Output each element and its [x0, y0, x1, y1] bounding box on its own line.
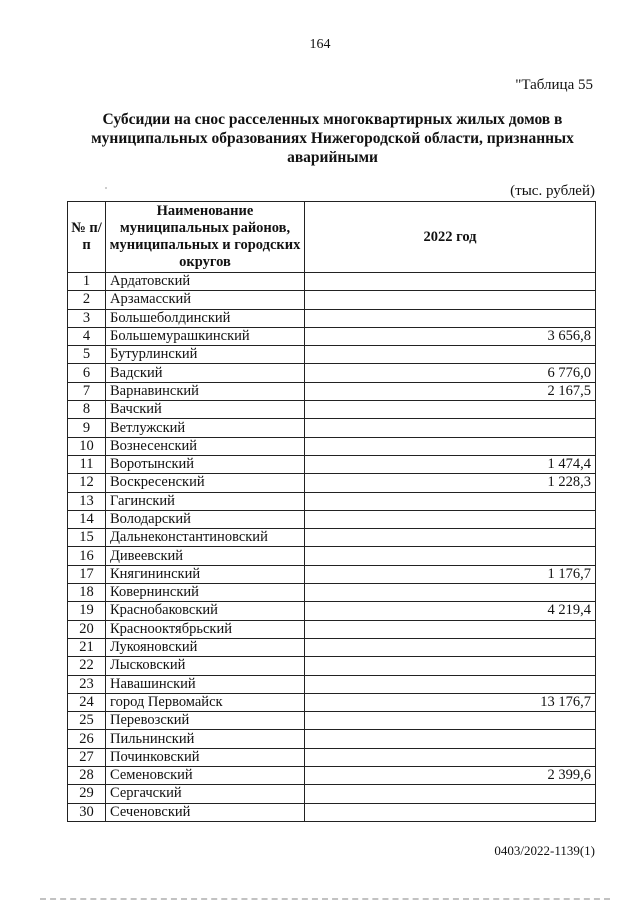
table-row: [68, 419, 596, 437]
row-value: [305, 437, 596, 455]
row-name: Семеновский: [106, 767, 305, 785]
row-value: [305, 657, 596, 675]
row-value: [305, 785, 596, 803]
scan-speck: [105, 187, 107, 189]
row-number: 17: [68, 565, 106, 583]
table-row: [68, 675, 596, 693]
row-value: [305, 803, 596, 821]
row-name: Дивеевский: [106, 547, 305, 565]
row-name: Большеболдинский: [106, 309, 305, 327]
table-header-row: [68, 202, 596, 273]
row-name: Воскресенский: [106, 474, 305, 492]
table-row: [68, 510, 596, 528]
row-number: 13: [68, 492, 106, 510]
subsidies-table: [67, 201, 596, 822]
row-value: [305, 675, 596, 693]
header-name: Наименование муниципальных районов, муниципальных и городских округов: [106, 202, 305, 273]
row-value: [305, 620, 596, 638]
row-value: 2 399,6: [305, 767, 596, 785]
row-name: Навашинский: [106, 675, 305, 693]
row-number: 20: [68, 620, 106, 638]
row-value: 1 176,7: [305, 565, 596, 583]
row-number: 4: [68, 327, 106, 345]
table-row: [68, 273, 596, 291]
table-row: [68, 565, 596, 583]
table-row: [68, 785, 596, 803]
row-number: 10: [68, 437, 106, 455]
table-body: [68, 273, 596, 822]
table-row: [68, 584, 596, 602]
row-value: [305, 419, 596, 437]
row-number: 2: [68, 291, 106, 309]
row-number: 22: [68, 657, 106, 675]
row-number: 19: [68, 602, 106, 620]
row-value: [305, 584, 596, 602]
row-number: 6: [68, 364, 106, 382]
row-name: Краснобаковский: [106, 602, 305, 620]
row-value: 4 219,4: [305, 602, 596, 620]
document-code: 0403/2022-1139(1): [494, 843, 595, 858]
table-row: [68, 382, 596, 400]
row-value: [305, 529, 596, 547]
row-name: Починковский: [106, 748, 305, 766]
units-label: (тыс. рублей): [510, 183, 595, 199]
table-row: [68, 712, 596, 730]
row-name: Пильнинский: [106, 730, 305, 748]
row-number: 7: [68, 382, 106, 400]
row-number: 27: [68, 748, 106, 766]
table-row: [68, 309, 596, 327]
row-name: Сергачский: [106, 785, 305, 803]
table-label: "Таблица 55: [515, 77, 593, 93]
row-name: Княгининский: [106, 565, 305, 583]
row-name: Воротынский: [106, 455, 305, 473]
table-row: [68, 767, 596, 785]
table-row: [68, 803, 596, 821]
row-name: Лукояновский: [106, 638, 305, 656]
row-name: город Первомайск: [106, 693, 305, 711]
table-row: [68, 602, 596, 620]
header-number: № п/п: [68, 202, 106, 273]
document-title: Субсидии на снос расселенных многоквартирных жилых домов в муниципальных образованиях Нижегородской области, признанных аварийными: [91, 111, 574, 166]
row-name: Вадский: [106, 364, 305, 382]
row-number: 9: [68, 419, 106, 437]
table-row: [68, 748, 596, 766]
row-name: Гагинский: [106, 492, 305, 510]
row-number: 15: [68, 529, 106, 547]
table-row: [68, 638, 596, 656]
table-row: [68, 401, 596, 419]
row-value: [305, 547, 596, 565]
row-number: 30: [68, 803, 106, 821]
header-year: 2022 год: [305, 202, 596, 273]
row-value: [305, 748, 596, 766]
table-row: [68, 693, 596, 711]
table-row: [68, 346, 596, 364]
row-value: 1 474,4: [305, 455, 596, 473]
row-name: Бутурлинский: [106, 346, 305, 364]
row-number: 12: [68, 474, 106, 492]
row-value: [305, 291, 596, 309]
row-name: Краснооктябрьский: [106, 620, 305, 638]
page-number: 164: [309, 37, 331, 52]
row-number: 11: [68, 455, 106, 473]
row-value: 1 228,3: [305, 474, 596, 492]
row-value: 13 176,7: [305, 693, 596, 711]
row-value: [305, 273, 596, 291]
row-value: [305, 712, 596, 730]
row-number: 5: [68, 346, 106, 364]
table-row: [68, 529, 596, 547]
row-value: [305, 346, 596, 364]
row-name: Сеченовский: [106, 803, 305, 821]
table-row: [68, 620, 596, 638]
row-name: Володарский: [106, 510, 305, 528]
table-row: [68, 492, 596, 510]
row-name: Ветлужский: [106, 419, 305, 437]
row-value: 2 167,5: [305, 382, 596, 400]
row-name: Дальнеконстантиновский: [106, 529, 305, 547]
row-number: 26: [68, 730, 106, 748]
row-name: Вознесенский: [106, 437, 305, 455]
row-name: Вачский: [106, 401, 305, 419]
row-number: 18: [68, 584, 106, 602]
scan-bottom-edge: [40, 898, 610, 900]
row-value: 3 656,8: [305, 327, 596, 345]
row-value: [305, 401, 596, 419]
row-number: 28: [68, 767, 106, 785]
row-value: [305, 638, 596, 656]
row-value: [305, 492, 596, 510]
row-name: Ардатовский: [106, 273, 305, 291]
table-row: [68, 364, 596, 382]
row-number: 29: [68, 785, 106, 803]
row-name: Большемурашкинский: [106, 327, 305, 345]
row-number: 25: [68, 712, 106, 730]
row-value: [305, 510, 596, 528]
table-row: [68, 437, 596, 455]
row-name: Ковернинский: [106, 584, 305, 602]
row-name: Варнавинский: [106, 382, 305, 400]
row-value: [305, 730, 596, 748]
row-name: Перевозский: [106, 712, 305, 730]
row-number: 8: [68, 401, 106, 419]
table-row: [68, 547, 596, 565]
table-row: [68, 455, 596, 473]
table-row: [68, 291, 596, 309]
row-value: [305, 309, 596, 327]
row-name: Лысковский: [106, 657, 305, 675]
row-number: 16: [68, 547, 106, 565]
row-number: 3: [68, 309, 106, 327]
row-number: 14: [68, 510, 106, 528]
row-value: 6 776,0: [305, 364, 596, 382]
table-row: [68, 730, 596, 748]
row-number: 23: [68, 675, 106, 693]
table-row: [68, 657, 596, 675]
row-number: 21: [68, 638, 106, 656]
table-row: [68, 474, 596, 492]
row-number: 1: [68, 273, 106, 291]
row-name: Арзамасский: [106, 291, 305, 309]
row-number: 24: [68, 693, 106, 711]
table-row: [68, 327, 596, 345]
